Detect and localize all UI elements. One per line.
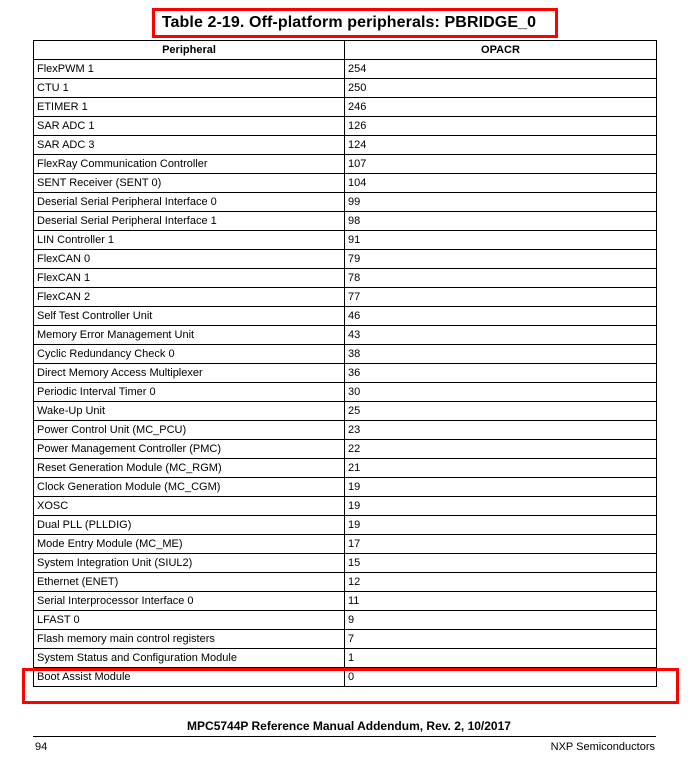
table-row — [34, 535, 657, 554]
cell-peripheral: Periodic Interval Timer 0 — [34, 383, 345, 402]
table-row — [34, 231, 657, 250]
cell-peripheral: Direct Memory Access Multiplexer — [34, 364, 345, 383]
cell-peripheral: Serial Interprocessor Interface 0 — [34, 592, 345, 611]
cell-peripheral: Boot Assist Module — [34, 668, 345, 687]
cell-opacr: 22 — [345, 440, 657, 459]
cell-peripheral: SENT Receiver (SENT 0) — [34, 174, 345, 193]
cell-peripheral: FlexCAN 0 — [34, 250, 345, 269]
cell-peripheral: Power Management Controller (PMC) — [34, 440, 345, 459]
cell-opacr: 11 — [345, 592, 657, 611]
cell-opacr: 9 — [345, 611, 657, 630]
cell-peripheral: SAR ADC 3 — [34, 136, 345, 155]
table-row — [34, 174, 657, 193]
cell-opacr: 98 — [345, 212, 657, 231]
cell-opacr: 15 — [345, 554, 657, 573]
table-row — [34, 79, 657, 98]
cell-peripheral: XOSC — [34, 497, 345, 516]
cell-opacr: 7 — [345, 630, 657, 649]
cell-peripheral: FlexPWM 1 — [34, 60, 345, 79]
table-row — [34, 307, 657, 326]
cell-opacr: 25 — [345, 402, 657, 421]
table-title: Table 2-19. Off-platform peripherals: PBRIDGE_0 — [161, 14, 537, 31]
cell-opacr: 43 — [345, 326, 657, 345]
peripherals-table — [33, 40, 657, 687]
cell-peripheral: System Integration Unit (SIUL2) — [34, 554, 345, 573]
cell-peripheral: Ethernet (ENET) — [34, 573, 345, 592]
cell-peripheral: Dual PLL (PLLDIG) — [34, 516, 345, 535]
cell-opacr: 99 — [345, 193, 657, 212]
table-row — [34, 136, 657, 155]
table-row — [34, 269, 657, 288]
cell-peripheral: Memory Error Management Unit — [34, 326, 345, 345]
company-name: NXP Semiconductors — [550, 741, 655, 753]
cell-opacr: 38 — [345, 345, 657, 364]
cell-opacr: 91 — [345, 231, 657, 250]
table-row — [34, 250, 657, 269]
title-highlight-box — [152, 8, 558, 38]
table-row — [34, 478, 657, 497]
table-row — [34, 288, 657, 307]
column-header-opacr: OPACR — [345, 41, 657, 60]
table-body — [34, 60, 657, 687]
cell-peripheral: LIN Controller 1 — [34, 231, 345, 250]
cell-opacr: 12 — [345, 573, 657, 592]
cell-peripheral: Self Test Controller Unit — [34, 307, 345, 326]
document-title: MPC5744P Reference Manual Addendum, Rev. 2, 10/2017 — [187, 719, 511, 733]
cell-peripheral: Reset Generation Module (MC_RGM) — [34, 459, 345, 478]
page-number: 94 — [35, 741, 48, 753]
cell-opacr: 1 — [345, 649, 657, 668]
table-row — [34, 573, 657, 592]
table-row — [34, 554, 657, 573]
table-row — [34, 326, 657, 345]
table-row — [34, 402, 657, 421]
table-row — [34, 364, 657, 383]
cell-peripheral: ETIMER 1 — [34, 98, 345, 117]
table-row — [34, 212, 657, 231]
cell-opacr: 30 — [345, 383, 657, 402]
table-row — [34, 611, 657, 630]
row-highlight-box — [22, 668, 679, 704]
cell-opacr: 79 — [345, 250, 657, 269]
cell-opacr: 107 — [345, 155, 657, 174]
cell-peripheral: FlexCAN 1 — [34, 269, 345, 288]
table-row — [34, 383, 657, 402]
table-row — [34, 155, 657, 174]
cell-peripheral: LFAST 0 — [34, 611, 345, 630]
column-header-peripheral: Peripheral — [34, 41, 345, 60]
table-row — [34, 592, 657, 611]
table-row — [34, 421, 657, 440]
cell-peripheral: Flash memory main control registers — [34, 630, 345, 649]
cell-opacr: 46 — [345, 307, 657, 326]
table-header-row — [34, 41, 657, 60]
cell-peripheral: FlexCAN 2 — [34, 288, 345, 307]
cell-opacr: 124 — [345, 136, 657, 155]
table-row — [34, 440, 657, 459]
table-row — [34, 497, 657, 516]
footer-divider — [33, 736, 656, 737]
cell-opacr: 0 — [345, 668, 657, 687]
cell-peripheral: Deserial Serial Peripheral Interface 1 — [34, 212, 345, 231]
cell-peripheral: Deserial Serial Peripheral Interface 0 — [34, 193, 345, 212]
cell-opacr: 126 — [345, 117, 657, 136]
cell-peripheral: System Status and Configuration Module — [34, 649, 345, 668]
cell-opacr: 254 — [345, 60, 657, 79]
table-row — [34, 117, 657, 136]
table-row — [34, 459, 657, 478]
cell-peripheral: Power Control Unit (MC_PCU) — [34, 421, 345, 440]
table-row — [34, 516, 657, 535]
cell-peripheral: Cyclic Redundancy Check 0 — [34, 345, 345, 364]
cell-peripheral: CTU 1 — [34, 79, 345, 98]
cell-opacr: 250 — [345, 79, 657, 98]
cell-opacr: 17 — [345, 535, 657, 554]
table-row — [34, 193, 657, 212]
cell-peripheral: FlexRay Communication Controller — [34, 155, 345, 174]
cell-opacr: 77 — [345, 288, 657, 307]
cell-opacr: 19 — [345, 497, 657, 516]
cell-opacr: 23 — [345, 421, 657, 440]
table-row — [34, 630, 657, 649]
cell-peripheral: SAR ADC 1 — [34, 117, 345, 136]
cell-opacr: 36 — [345, 364, 657, 383]
cell-opacr: 19 — [345, 516, 657, 535]
cell-peripheral: Wake-Up Unit — [34, 402, 345, 421]
table-row — [34, 649, 657, 668]
cell-peripheral: Clock Generation Module (MC_CGM) — [34, 478, 345, 497]
table-row — [34, 345, 657, 364]
cell-opacr: 78 — [345, 269, 657, 288]
cell-opacr: 21 — [345, 459, 657, 478]
table-row — [34, 98, 657, 117]
table-row — [34, 60, 657, 79]
cell-opacr: 246 — [345, 98, 657, 117]
cell-opacr: 19 — [345, 478, 657, 497]
cell-opacr: 104 — [345, 174, 657, 193]
cell-peripheral: Mode Entry Module (MC_ME) — [34, 535, 345, 554]
